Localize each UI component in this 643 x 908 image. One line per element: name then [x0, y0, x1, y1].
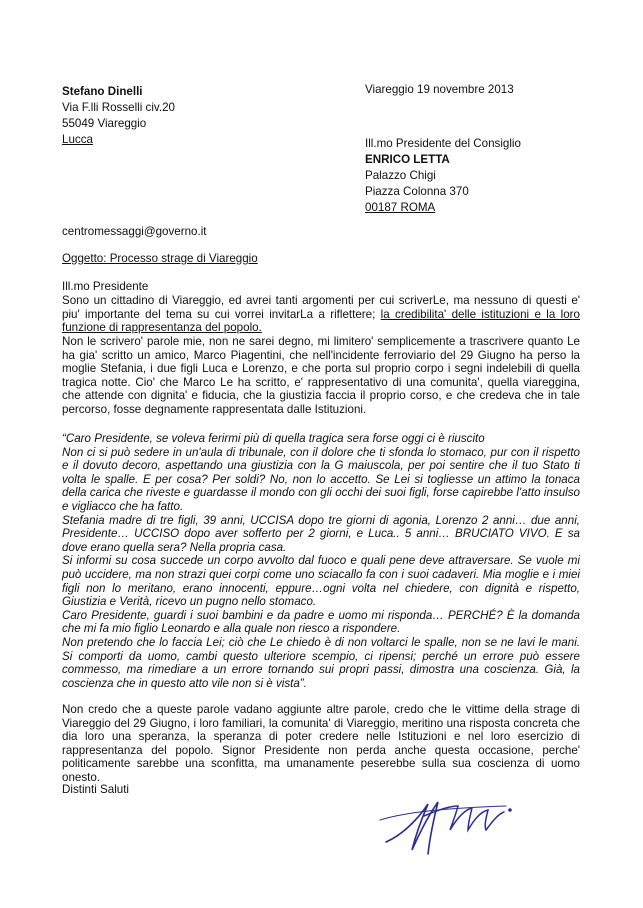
- intro-highlight: la credibilita' delle istituzioni e la loro funzione di rappresentanza del popolo.: [62, 307, 580, 335]
- intro-paragraph: [62, 294, 580, 335]
- quote-paragraph: Si informi su cosa succede un corpo avvolto dal fuoco e quali pene deve attraversare. Se vuole mi può uccidere, ma non strazi quei corpi come uno sciacallo fa con i suoi cadaveri. Mia moglie e i miei figli non lo meritano, erano innocenti, eppure…ogni volta nel chiedere, con dignità e rispetto, Giustizia e Verità, ricevo un pugno nello stomaco.: [62, 554, 580, 609]
- recipient-name: ENRICO LETTA: [365, 153, 450, 166]
- handwritten-signature: [376, 780, 526, 860]
- sender-province: Lucca: [62, 133, 93, 146]
- sender-city: 55049 Viareggio: [62, 117, 147, 130]
- sender-street: Via F.lli Rosselli civ.20: [62, 101, 175, 114]
- email-address: centromessaggi@governo.it: [62, 225, 207, 238]
- sign-off: Distinti Saluti: [62, 783, 130, 796]
- subject-line: Oggetto: Processo strage di Viareggio: [62, 252, 258, 265]
- recipient-street: Piazza Colonna 370: [365, 185, 469, 198]
- salutation: Ill.mo Presidente: [62, 280, 149, 293]
- sender-name: Stefano Dinelli: [62, 85, 143, 98]
- quote-paragraph: Caro Presidente, guardi i suoi bambini e da padre e uomo mi risponda… PERCHÉ? È la domanda che mi fa mio figlio Leonardo e alla quale non riesco a rispondere.: [62, 608, 580, 636]
- quote-line: “Caro Presidente, se voleva ferirmi più di quella tragica sera forse oggi ci è riuscito: [62, 432, 485, 445]
- quote-paragraph: Non pretendo che lo faccia Lei; ciò che Le chiedo è di non voltarci le spalle, non se ne lavi le mani. Si comporti da uomo, cambi questo ulteriore scempio, ci ripensi; perché un errore può essere commesso, ma rimediare a un errore tornando sui propri passi, dimostra una coscienza. Già, la coscienza che in questo atto vile non si è vista”.: [62, 635, 580, 690]
- recipient-title: Ill.mo Presidente del Consiglio: [365, 137, 521, 150]
- intro-text: Sono un cittadino di Viareggio, ed avrei tanti argomenti per cui scriverLe, ma nessuno di questi e' piu' importante del tema su cui vorrei invitarLa a riflettere;: [62, 294, 580, 321]
- quoted-letter: [62, 432, 580, 690]
- date-line: Viareggio 19 novembre 2013: [365, 83, 514, 96]
- recipient-city: 00187 ROMA: [365, 201, 436, 214]
- quote-paragraph: Non ci si può sedere in un'aula di tribunale, con il dolore che ti sfonda lo stomaco, pur con il rispetto e il dovuto decoro, aspettando una giustizia con la G maiuscola, per poi sentire che il tuo Stato ti volta le spalle. E per cosa? Per soldi? No, non lo accetto. Se Lei si togliesse un attimo la tonaca della carica che riveste e guardasse il mondo con gli occhi dei suoi figli, forse capirebbe l'atto insulso e vigliacco che ha fatto.: [62, 445, 580, 513]
- closing-paragraph: Non credo che a queste parole vadano aggiunte altre parole, credo che le vittime della strage di Viareggio del 29 Giugno, i loro familiari, la comunita' di Viareggio, meritino una risposta concreta che dia loro una speranza, la speranza di poter credere nelle Istituzioni e nel loro esercizio di rappresentanza del popolo. Signor Presidente non perda anche questa occasione, perche' politicamente sarebbe una sconfitta, ma umanamente peserebbe sulla sua coscienza di uomo onesto.: [62, 703, 580, 784]
- body-paragraph: Non le scrivero' parole mie, non ne sarei degno, mi limitero' semplicemente a trascrivere quanto Le ha gia' scritto un amico, Marco Piagentini, che nell'incidente ferroviario del 29 Giugno ha perso la moglie Stefania, i due figli Luca e Lorenzo, e che porta sul proprio corpo i segni indelebili di quella tragica notte. Cio' che Marco Le ha scritto, e' rappresentativo di una comunita', quella viareggina, che attende con dignita' e fiducia, che la giustizia faccia il proprio corso, e che credeva che in tale percorso, fosse degnamente rappresentata dalle Istituzioni.: [62, 335, 580, 416]
- quote-paragraph: Stefania madre di tre figli, 39 anni, UCCISA dopo tre giorni di agonia, Lorenzo 2 anni… due anni, Presidente… UCCISO dopo aver sofferto per 2 giorni, e Luca.. 5 anni… BRUCIATO VIVO. E sa dove erano quella sera? Nella propria casa.: [62, 513, 580, 554]
- recipient-building: Palazzo Chigi: [365, 169, 436, 182]
